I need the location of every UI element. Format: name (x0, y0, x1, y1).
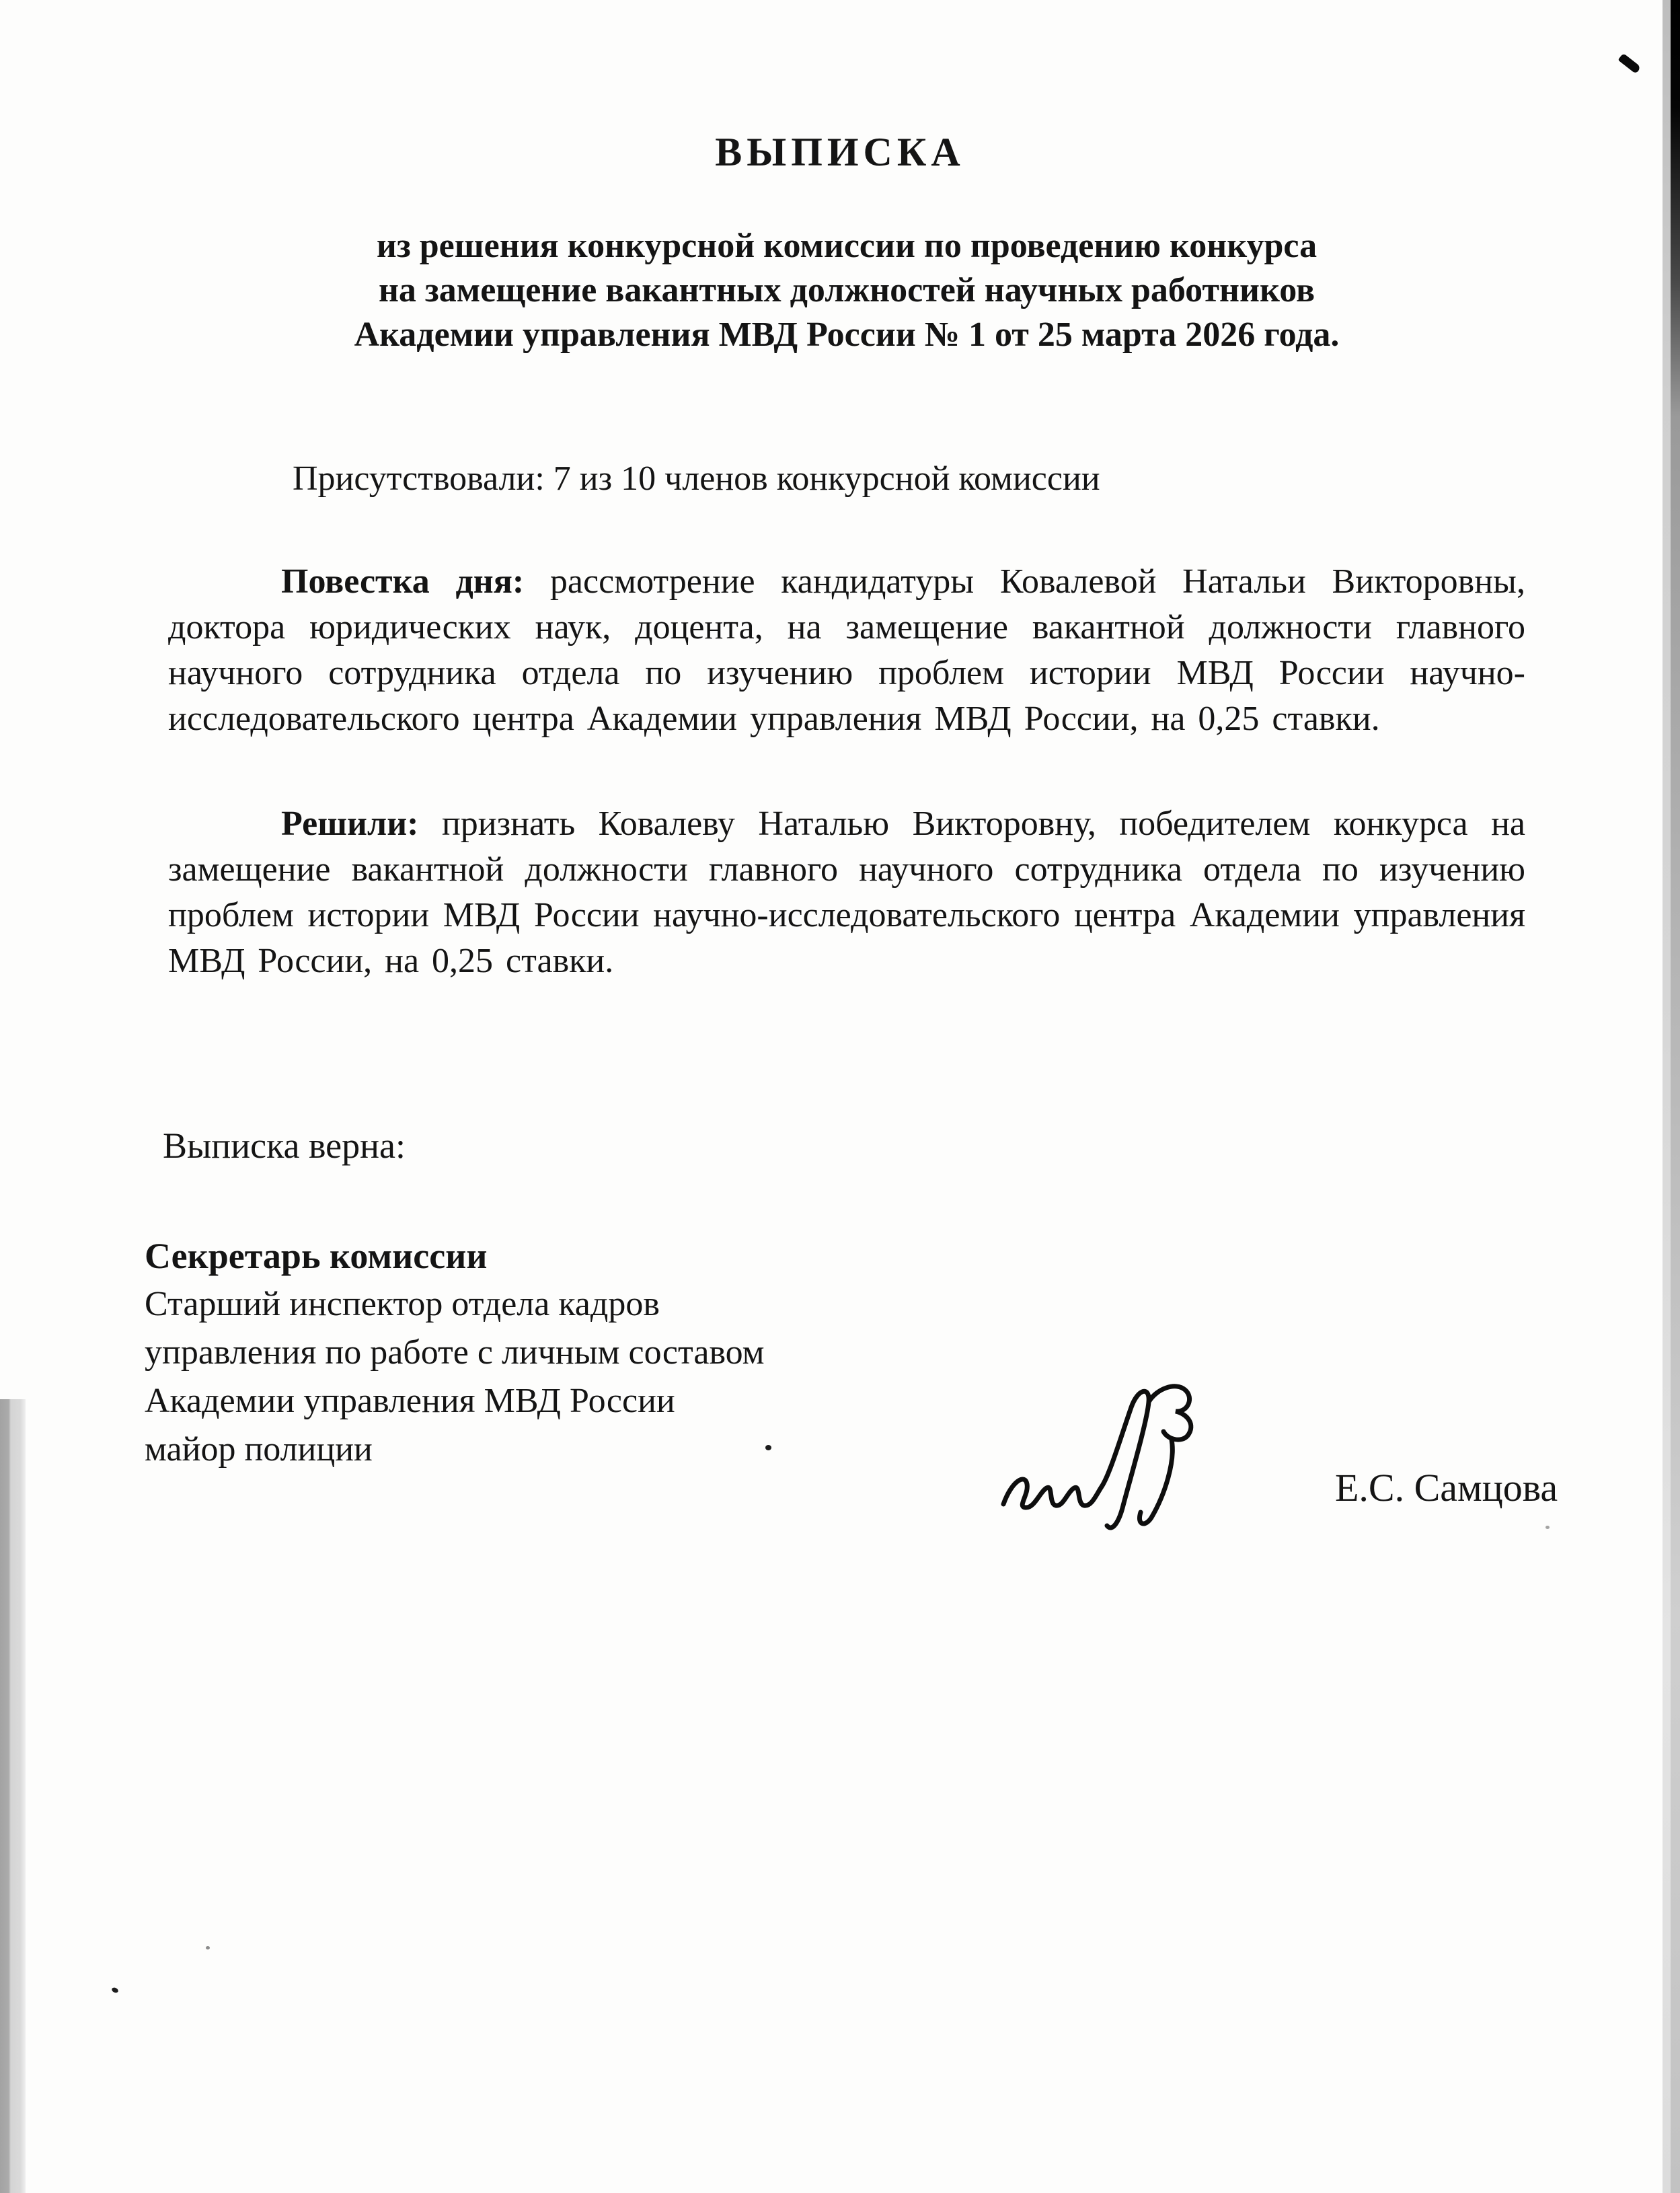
ink-speck (765, 1445, 771, 1450)
agenda-label: Повестка дня: (281, 562, 525, 601)
ink-speck (111, 1986, 119, 1994)
decision-text: признать Ковалеву Наталью Викторовну, победителем конкурса на замещение вакантной должности главного научного сотрудника отдела по изучению проблем истории МВД России научно-исследовательского центра Академии управления МВД России, на 0,25 ставки. (168, 805, 1525, 980)
scan-edge-left (0, 1399, 26, 2193)
agenda-paragraph (168, 559, 1525, 742)
signatory-role-line-3: Академии управления МВД России (145, 1382, 675, 1420)
decision-paragraph (168, 801, 1525, 984)
signatory-role-title: Секретарь комиссии (145, 1236, 488, 1276)
signatory-block (145, 1232, 1525, 1474)
agenda-text: рассмотрение кандидатуры Ковалевой Натальи Викторовны, доктора юридических наук, доцента, на замещение вакантной должности главного научного сотрудника отдела по изучению проблем истории МВД России научно-исследовательского центра Академии управления МВД России, на 0,25 ставки. (168, 562, 1525, 738)
scan-edge-right-dark (1671, 0, 1680, 2193)
document-title: ВЫПИСКА (715, 130, 965, 174)
signatory-role-line-1: Старший инспектор отдела кадров (145, 1285, 660, 1323)
subtitle-line-1: из решения конкурсной комиссии по проведению конкурса (376, 227, 1318, 265)
signatory-role-line-2: управления по работе с личным составом (145, 1333, 765, 1372)
certification-line: Выписка верна: (163, 1125, 406, 1166)
decision-label: Решили: (281, 805, 419, 843)
signatory-role-line-4: майор полиции (145, 1430, 373, 1469)
subtitle-line-3: Академии управления МВД России № 1 от 25 марта 2026 года. (354, 315, 1340, 354)
document-subtitle (168, 224, 1525, 357)
attendance-line: Присутствовали: 7 из 10 членов конкурсной комиссии (293, 459, 1100, 498)
ink-speck (206, 1946, 210, 1949)
signature-icon (989, 1372, 1231, 1540)
subtitle-line-2: на замещение вакантных должностей научных работников (378, 271, 1315, 309)
signatory-name: Е.С. Самцова (1335, 1466, 1558, 1510)
ink-speck (1545, 1526, 1550, 1529)
